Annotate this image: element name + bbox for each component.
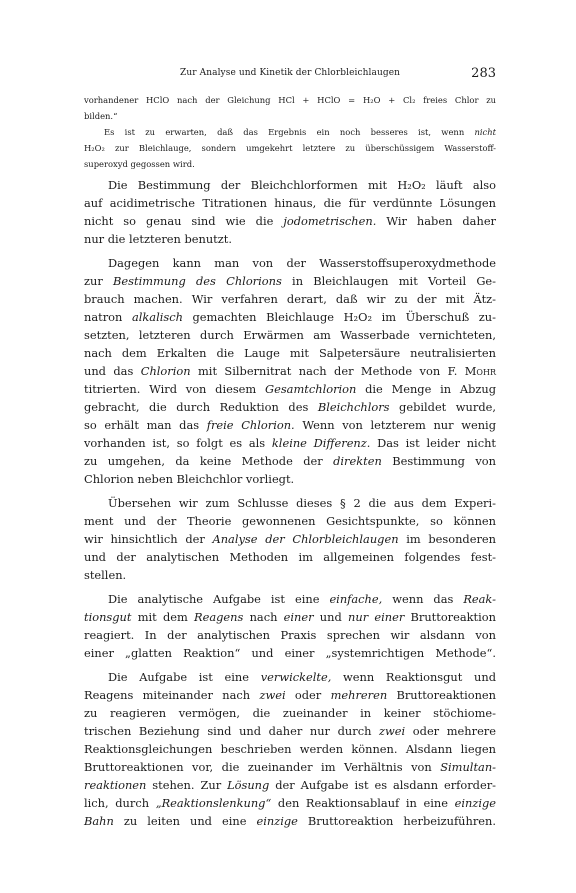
paragraph bbox=[84, 176, 496, 248]
text-line: einer „glatten Reaktion“ und einer „systemrichtigen Methode“. bbox=[84, 646, 496, 660]
text-line: setzten, letzteren durch Erwärmen am Wasserbade vernichteten, bbox=[84, 328, 496, 342]
text-line: Bruttoreaktionen vor, die zueinander im Verhältnis von Simultan- bbox=[84, 760, 496, 774]
text-line: wir hinsichtlich der Analyse der Chlorbleichlaugen im besonderen bbox=[84, 532, 496, 546]
text-line: natron alkalisch gemachten Bleichlauge H₂O₂ im Überschuß zu- bbox=[84, 310, 496, 324]
note-line: superoxyd gegossen wird. bbox=[84, 159, 195, 169]
note-line: Es ist zu erwarten, daß das Ergebnis ein noch besseres ist, wenn nicht bbox=[104, 127, 496, 137]
text-line: Die analytische Aufgabe ist eine einfache, wenn das Reak- bbox=[108, 592, 496, 606]
paragraph bbox=[84, 494, 496, 584]
text-line: und der analytischen Methoden im allgemeinen folgendes fest- bbox=[84, 550, 496, 564]
text-line: tionsgut mit dem Reagens nach einer und nur einer Bruttoreaktion bbox=[84, 610, 496, 624]
text-line: Chlorion neben Bleichchlor vorliegt. bbox=[84, 472, 295, 486]
text-line: ment und der Theorie gewonnenen Gesichtspunkte, so können bbox=[84, 514, 496, 528]
paragraph bbox=[84, 254, 496, 488]
note-line: H₂O₂ zur Bleichlauge, sondern umgekehrt letztere zu überschüssigem Wasserstoff- bbox=[84, 143, 496, 153]
text-line: und das Chlorion mit Silbernitrat nach der Methode von F. Mohr bbox=[84, 364, 496, 378]
running-title: Zur Analyse und Kinetik der Chlorbleichlaugen bbox=[180, 68, 401, 78]
text-line: lich, durch „Reaktionslenkung“ den Reaktionsablauf in eine einzige bbox=[84, 796, 496, 810]
text-line: nur die letzteren benutzt. bbox=[84, 232, 232, 246]
text-line: gebracht, die durch Reduktion des Bleichchlors gebildet wurde, bbox=[84, 400, 496, 414]
text-line: brauch machen. Wir verfahren derart, daß wir zu der mit Ätz- bbox=[84, 292, 496, 306]
text-line: Die Aufgabe ist eine verwickelte, wenn Reaktionsgut und bbox=[108, 670, 496, 684]
text-line: nicht so genau sind wie die jodometrischen. Wir haben daher bbox=[84, 214, 497, 228]
paragraph bbox=[84, 668, 496, 830]
text-line: stellen. bbox=[84, 568, 127, 582]
footnote-line: bilden.“ bbox=[84, 111, 118, 121]
text-line: Bahn zu leiten und eine einzige Bruttoreaktion herbeizuführen. bbox=[84, 814, 496, 828]
text-line: auf acidimetrische Titrationen hinaus, die für verdünnte Lösungen bbox=[84, 196, 496, 210]
text-line: Übersehen wir zum Schlusse dieses § 2 die aus dem Experi- bbox=[108, 496, 496, 510]
main-text bbox=[84, 176, 496, 830]
text-line: Reagens miteinander nach zwei oder mehreren Bruttoreaktionen bbox=[84, 688, 497, 702]
text-line: Dagegen kann man von der Wasserstoffsuperoxydmethode bbox=[108, 256, 496, 270]
text-line: zu reagieren vermögen, die zueinander in keiner stöchiome- bbox=[84, 706, 496, 720]
text-line: zur Bestimmung des Chlorions in Bleichlaugen mit Vorteil Ge- bbox=[84, 274, 497, 288]
text-line: titrierten. Wird von diesem Gesamtchlorion die Menge in Abzug bbox=[84, 382, 496, 396]
text-line: so erhält man das freie Chlorion. Wenn von letzterem nur wenig bbox=[84, 418, 496, 432]
text-line: reagiert. In der analytischen Praxis sprechen wir alsdann von bbox=[84, 628, 496, 642]
text-line: vorhanden ist, so folgt es als kleine Differenz. Das ist leider nicht bbox=[84, 436, 496, 450]
text-line: Die Bestimmung der Bleichchlorformen mit H₂O₂ läuft also bbox=[108, 178, 496, 192]
text-line: zu umgehen, da keine Methode der direkten Bestimmung von bbox=[84, 454, 496, 468]
text-line: Reaktionsgleichungen beschrieben werden können. Alsdann liegen bbox=[84, 742, 496, 756]
small-print-note bbox=[84, 124, 496, 172]
page-number: 283 bbox=[471, 66, 496, 81]
page-header bbox=[84, 68, 496, 84]
text-line: nach dem Erkalten die Lauge mit Salpetersäure neutralisierten bbox=[84, 346, 496, 360]
text-line: trischen Beziehung sind und daher nur durch zwei oder mehrere bbox=[84, 724, 496, 738]
footnote-line: vorhandener HClO nach der Gleichung HCl + HClO = H₂O + Cl₂ freies Chlor zu bbox=[84, 95, 496, 105]
paragraph bbox=[84, 590, 496, 662]
footnote-continuation bbox=[84, 92, 496, 124]
text-line: reaktionen stehen. Zur Lösung der Aufgabe ist es alsdann erforder- bbox=[84, 778, 496, 792]
